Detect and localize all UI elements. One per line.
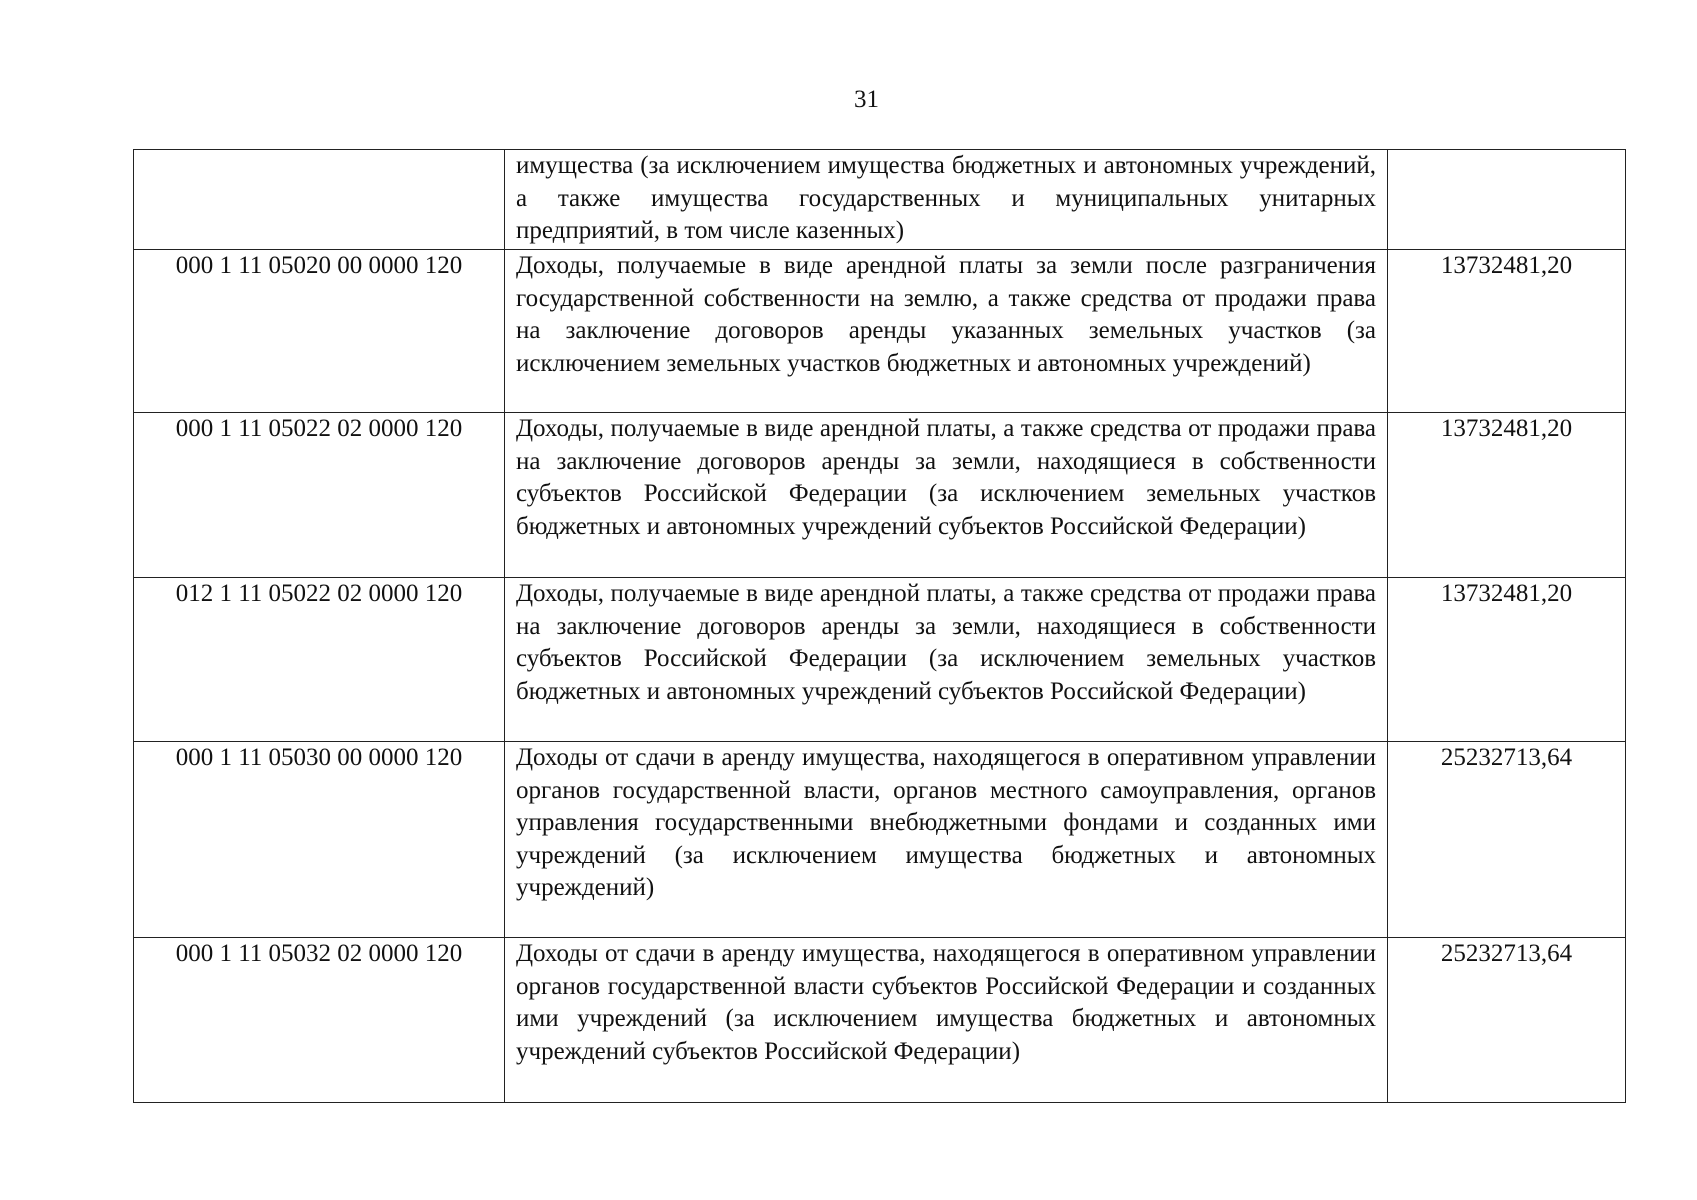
table-row bbox=[134, 578, 1626, 742]
code-cell: 000 1 11 05032 02 0000 120 bbox=[134, 938, 505, 1103]
code-cell bbox=[134, 150, 505, 250]
description-cell: Доходы от сдачи в аренду имущества, находящегося в оперативном управлении органов государственной власти субъектов Российской Федерации и созданных ими учреждений (за исключением имущества бюджетных и автономных учреждений субъектов Российской Федерации) bbox=[505, 938, 1388, 1103]
table-row bbox=[134, 413, 1626, 578]
amount-cell: 25232713,64 bbox=[1388, 742, 1626, 938]
code-cell: 000 1 11 05020 00 0000 120 bbox=[134, 250, 505, 413]
amount-cell: 13732481,20 bbox=[1388, 250, 1626, 413]
description-cell: Доходы, получаемые в виде арендной платы, а также средства от продажи права на заключение договоров аренды за земли, находящиеся в собственности субъектов Российской Федерации (за исключением земельных участков бюджетных и автономных учреждений субъектов Российской Федерации) bbox=[505, 413, 1388, 578]
table-row bbox=[134, 742, 1626, 938]
code-cell: 012 1 11 05022 02 0000 120 bbox=[134, 578, 505, 742]
code-cell: 000 1 11 05022 02 0000 120 bbox=[134, 413, 505, 578]
description-cell: Доходы, получаемые в виде арендной платы, а также средства от продажи права на заключение договоров аренды за земли, находящиеся в собственности субъектов Российской Федерации (за исключением земельных участков бюджетных и автономных учреждений субъектов Российской Федерации) bbox=[505, 578, 1388, 742]
code-cell: 000 1 11 05030 00 0000 120 bbox=[134, 742, 505, 938]
amount-cell: 13732481,20 bbox=[1388, 413, 1626, 578]
revenue-table bbox=[133, 149, 1626, 1103]
description-cell: имущества (за исключением имущества бюджетных и автономных учреждений, а также имущества государственных и муниципальных унитарных предприятий, в том числе казенных) bbox=[505, 150, 1388, 250]
page-number: 31 bbox=[854, 86, 879, 113]
table-row bbox=[134, 150, 1626, 250]
amount-cell: 13732481,20 bbox=[1388, 578, 1626, 742]
table-row bbox=[134, 250, 1626, 413]
description-cell: Доходы от сдачи в аренду имущества, находящегося в оперативном управлении органов государственной власти, органов местного самоуправления, органов управления государственными внебюджетными фондами и созданных ими учреждений (за исключением имущества бюджетных и автономных учреждений) bbox=[505, 742, 1388, 938]
amount-cell: 25232713,64 bbox=[1388, 938, 1626, 1103]
table-row bbox=[134, 938, 1626, 1103]
amount-cell bbox=[1388, 150, 1626, 250]
description-cell: Доходы, получаемые в виде арендной платы за земли после разграничения государственной собственности на землю, а также средства от продажи права на заключение договоров аренды указанных земельных участков (за исключением земельных участков бюджетных и автономных учреждений) bbox=[505, 250, 1388, 413]
